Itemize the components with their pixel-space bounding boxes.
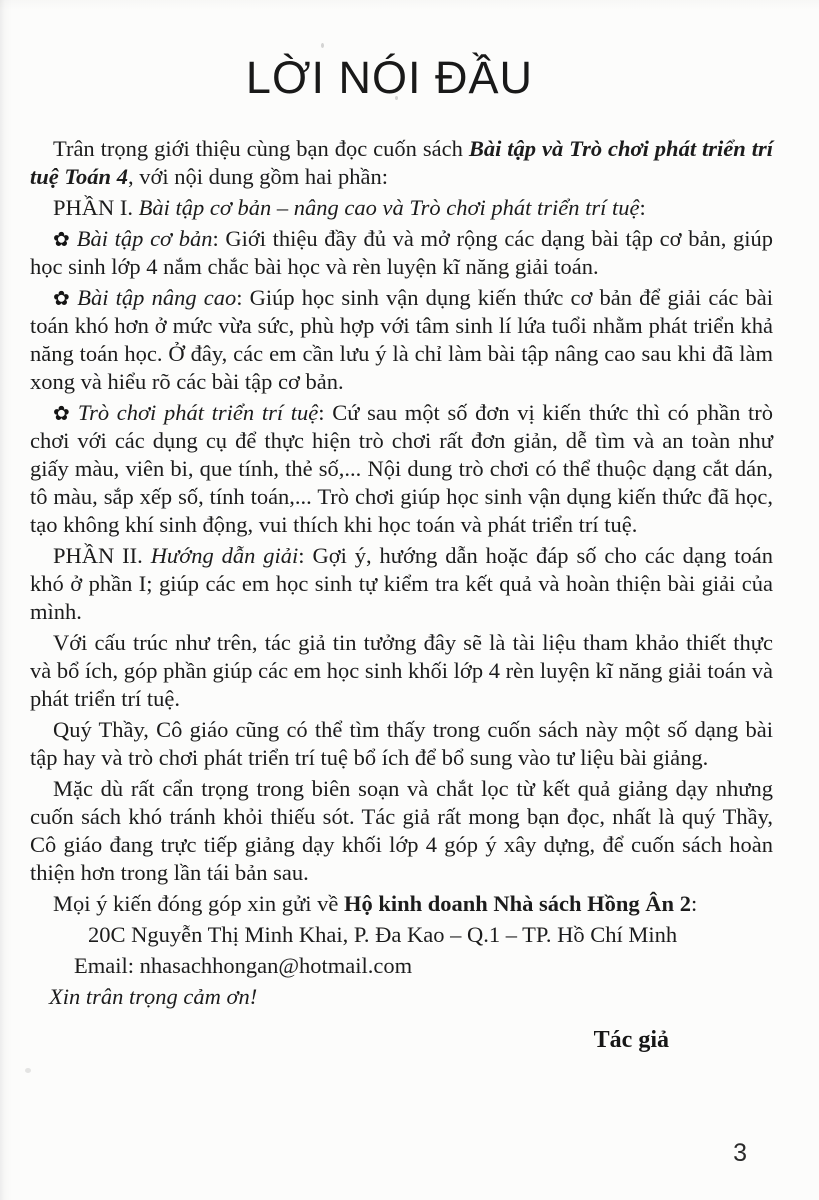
intro-paragraph-text: Bài tập và Trò chơi phát triển trí tuệ Toán 4 bbox=[30, 136, 773, 190]
part-1-heading-text: Bài tập cơ bản – nâng cao và Trò chơi phát triển trí tuệ bbox=[138, 195, 640, 221]
address-line bbox=[88, 921, 773, 949]
bullet-advanced-exercises bbox=[30, 284, 773, 396]
teachers-paragraph bbox=[30, 716, 773, 772]
bullet-basic-exercises bbox=[30, 225, 773, 281]
email-line-text: Email: nhasachhongan@hotmail.com bbox=[74, 953, 413, 979]
teachers-paragraph-text: Quý Thầy, Cô giáo cũng có thể tìm thấy trong cuốn sách này một số dạng bài tập hay và trò chơi phát triển trí tuệ bổ ích để bổ sung vào tư liệu bài giảng. bbox=[30, 717, 773, 771]
florette-icon: ✿ bbox=[53, 286, 72, 311]
bullet-basic-exercises-text: : Giới thiệu đầy đủ và mở rộng các dạng bài tập cơ bản, giúp học sinh lớp 4 nắm chắc bài học và rèn luyện kĩ năng giải toán. bbox=[30, 226, 773, 280]
scan-speck bbox=[321, 43, 324, 48]
paragraphs bbox=[0, 135, 819, 1011]
scan-speck bbox=[25, 1068, 31, 1073]
bullet-advanced-exercises-text: Bài tập nâng cao bbox=[77, 285, 237, 311]
feedback-paragraph bbox=[30, 890, 773, 918]
part-1-heading bbox=[30, 194, 773, 222]
thanks-line-text: Xin trân trọng cảm ơn! bbox=[49, 984, 258, 1010]
intro-paragraph-text: Trân trọng giới thiệu cùng bạn đọc cuốn sách bbox=[53, 136, 469, 162]
part-2-paragraph-text: : Gợi ý, hướng dẫn hoặc đáp số cho các dạng toán khó ở phần I; giúp các em học sinh tự kiểm tra kết quả và hoàn thiện bài giải của mình. bbox=[30, 543, 773, 625]
bullet-basic-exercises-text: Bài tập cơ bản bbox=[76, 226, 213, 252]
author-signature: Tác giả bbox=[593, 1027, 669, 1054]
bullet-brain-games bbox=[30, 399, 773, 539]
page-title: LỜI NÓI ĐẦU bbox=[245, 52, 534, 103]
florette-icon: ✿ bbox=[53, 401, 72, 426]
intro-paragraph bbox=[30, 135, 773, 191]
feedback-paragraph-text: : bbox=[690, 891, 698, 917]
part-1-heading-text: PHẦN I. bbox=[53, 195, 139, 221]
part-1-heading-text: : bbox=[639, 195, 646, 221]
email-line bbox=[74, 952, 773, 980]
thanks-line bbox=[30, 983, 773, 1011]
florette-icon: ✿ bbox=[53, 227, 71, 252]
scan-speck bbox=[395, 96, 398, 100]
intro-paragraph-text: , với nội dung gồm hai phần: bbox=[127, 164, 388, 190]
bullet-brain-games-text: Trò chơi phát triển trí tuệ bbox=[77, 400, 319, 426]
address-line-text: 20C Nguyễn Thị Minh Khai, P. Đa Kao – Q.1 – TP. Hồ Chí Minh bbox=[88, 922, 678, 948]
part-2-paragraph-text: Hướng dẫn giải bbox=[150, 543, 299, 569]
bullet-advanced-exercises-text: : Giúp học sinh vận dụng kiến thức cơ bản để giải các bài toán khó hơn ở mức vừa sức, phù hợp với tâm sinh lí lứa tuổi nhằm phát triển khả năng toán học. Ở đây, các em cần lưu ý là chỉ làm bài tập nâng cao sau khi đã làm xong và hiểu rõ các bài tập cơ bản. bbox=[30, 285, 774, 395]
bullet-brain-games-text: : Cứ sau một số đơn vị kiến thức thì có phần trò chơi với các dụng cụ để thực hiện trò chơi rất đơn giản, dễ tìm và an toàn như giấy màu, viên bi, que tính, thẻ số,... Nội dung trò chơi có thể thuộc dạng cắt dán, tô màu, sắp xếp số, tính toán,... Trò chơi giúp học sinh vận dụng kiến thức đã học, tạo không khí sinh động, vui thích khi học toán và phát triển trí tuệ. bbox=[30, 400, 773, 538]
part-2-paragraph bbox=[30, 542, 773, 626]
apology-paragraph-text: Mặc dù rất cẩn trọng trong biên soạn và chắt lọc từ kết quả giảng dạy nhưng cuốn sách khó tránh khỏi thiếu sót. Tác giả rất mong bạn đọc, nhất là quý Thầy, Cô giáo đang trực tiếp giảng dạy khối lớp 4 góp ý xây dựng, để cuốn sách hoàn thiện hơn trong lần tái bản sau. bbox=[30, 776, 773, 886]
page-number: 3 bbox=[733, 1139, 747, 1167]
structure-paragraph-text: Với cấu trúc như trên, tác giả tin tưởng đây sẽ là tài liệu tham khảo thiết thực và bổ ích, góp phần giúp các em học sinh khối lớp 4 rèn luyện kĩ năng giải toán và phát triển trí tuệ. bbox=[30, 630, 773, 712]
feedback-paragraph-text: Mọi ý kiến đóng góp xin gửi về bbox=[53, 891, 344, 917]
part-2-paragraph-text: PHẦN II. bbox=[53, 543, 151, 569]
apology-paragraph bbox=[30, 775, 773, 887]
structure-paragraph bbox=[30, 629, 773, 713]
feedback-paragraph-text: Hộ kinh doanh Nhà sách Hồng Ân 2 bbox=[343, 891, 691, 917]
